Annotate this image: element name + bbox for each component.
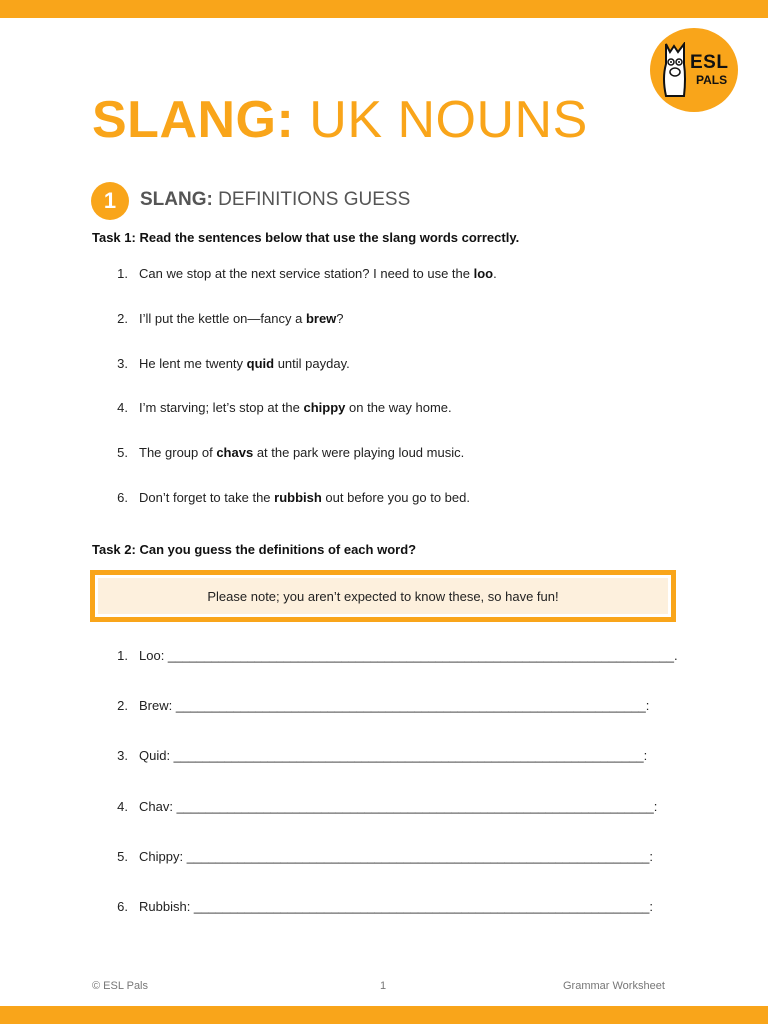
definition-number: 6.	[117, 899, 128, 914]
slang-word: chavs	[216, 445, 254, 461]
slang-word: rubbish	[274, 490, 322, 505]
sentence-number: 1.	[117, 266, 128, 281]
footer-page-number: 1	[380, 980, 387, 992]
title-rest: UK NOUNS	[294, 91, 588, 149]
definition-blank-line[interactable]: Loo: ______________________________________________________________________.	[139, 648, 678, 663]
definition-number: 5.	[117, 848, 128, 864]
sentence-text	[139, 311, 344, 326]
title-bold: SLANG:	[92, 91, 295, 149]
definition-number: 2.	[117, 698, 128, 714]
definition-number: 4.	[117, 798, 128, 814]
sentence-number: 2.	[117, 310, 128, 326]
logo-text-pals: PALS	[696, 73, 728, 87]
bottom-accent-bar	[0, 1006, 768, 1024]
sentence-text	[139, 445, 464, 460]
sentence-text	[139, 400, 452, 415]
slang-word: loo	[473, 266, 494, 281]
sentence-text	[139, 266, 497, 281]
sentence-text	[139, 356, 350, 371]
sentence-after: on the way home.	[345, 400, 452, 416]
sentence-number: 3.	[117, 355, 128, 371]
sentence-after: out before you go to bed.	[321, 490, 470, 505]
definition-blank-line[interactable]: Chav: __________________________________________________________________:	[139, 798, 658, 814]
task2-instruction: Task 2: Can you guess the definitions of each word?	[92, 542, 417, 557]
slang-word: quid	[246, 355, 275, 371]
section-number-badge: 1	[91, 182, 129, 220]
definition-number: 1.	[117, 648, 128, 663]
sentence-after: until payday.	[274, 355, 350, 371]
sentence-text	[139, 490, 470, 505]
definition-number: 3.	[117, 748, 128, 764]
top-accent-bar	[0, 0, 768, 18]
sentence-after: .	[493, 266, 497, 281]
note-box	[90, 570, 676, 622]
sentence-before: I’m starving; let’s stop at the	[139, 400, 304, 416]
slang-word: chippy	[303, 400, 346, 416]
sentence-before: Can we stop at the next service station? I need to use the	[139, 266, 474, 281]
definition-blank-line[interactable]: Chippy: ________________________________________________________________:	[139, 848, 654, 864]
sentence-number: 6.	[117, 490, 128, 505]
page-title	[92, 88, 588, 152]
section-heading	[140, 189, 410, 211]
section-heading-rest: DEFINITIONS GUESS	[212, 189, 411, 210]
esl-pals-logo	[650, 28, 738, 112]
section-heading-bold: SLANG:	[140, 189, 213, 210]
note-text: Please note; you aren’t expected to know these, so have fun!	[98, 578, 668, 614]
footer-doc-type: Grammar Worksheet	[563, 980, 665, 992]
sentence-after: ?	[336, 310, 344, 326]
sentence-before: He lent me twenty	[139, 355, 247, 371]
sentence-number: 4.	[117, 400, 128, 416]
logo-text-esl: ESL	[690, 52, 729, 73]
sentence-before: I’ll put the kettle on—fancy a	[139, 310, 306, 326]
definition-blank-line[interactable]: Quid: _________________________________________________________________:	[139, 748, 648, 764]
footer-copyright: © ESL Pals	[92, 980, 148, 992]
task1-instruction: Task 1: Read the sentences below that use the slang words correctly.	[92, 230, 520, 245]
sentence-after: at the park were playing loud music.	[253, 445, 465, 461]
llama-icon	[660, 42, 694, 98]
slang-word: brew	[305, 310, 337, 326]
definition-blank-line[interactable]: Rubbish: _______________________________________________________________:	[139, 899, 654, 914]
definition-blank-line[interactable]: Brew: _________________________________________________________________:	[139, 698, 650, 714]
sentence-before: Don’t forget to take the	[139, 490, 275, 505]
sentence-before: The group of	[139, 445, 217, 461]
sentence-number: 5.	[117, 445, 128, 461]
